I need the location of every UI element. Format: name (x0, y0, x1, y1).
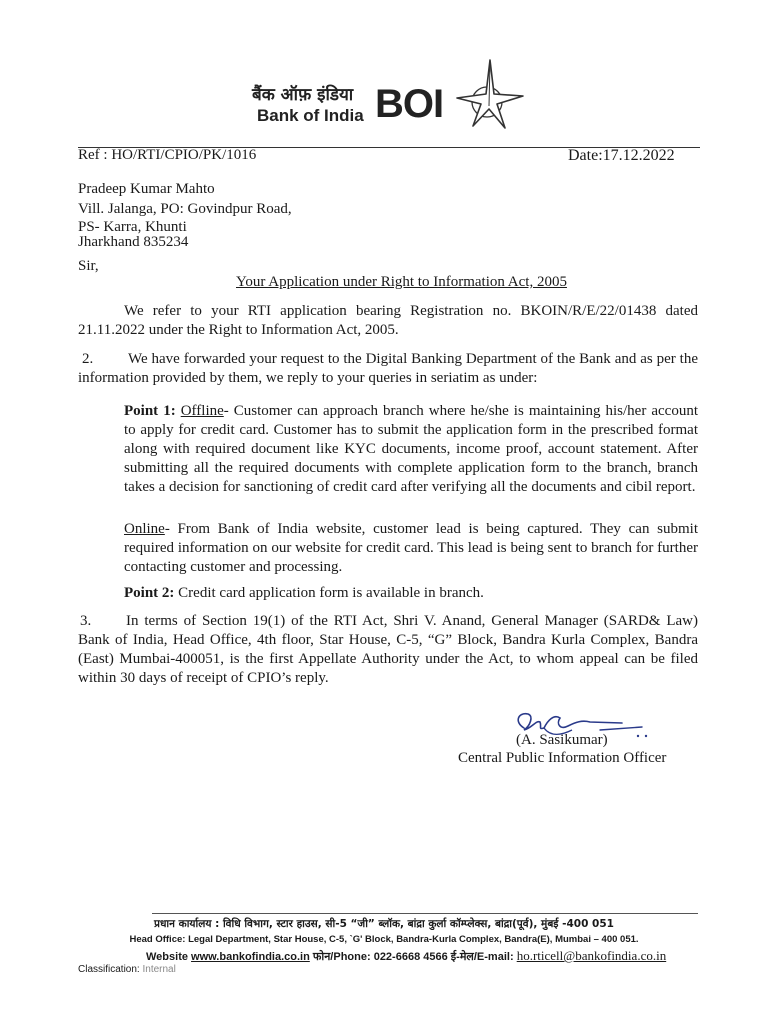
letter-subject: Your Application under Right to Information Act, 2005 (236, 274, 567, 290)
point-2-text: Credit card application form is available in branch. (174, 585, 484, 601)
point-2-label: Point 2: (124, 585, 175, 601)
footer-contact-line (146, 948, 666, 964)
recipient-name: Pradeep Kumar Mahto (78, 181, 215, 197)
website-link[interactable]: www.bankofindia.co.in (191, 951, 310, 963)
point-1 (124, 402, 698, 497)
online-note (124, 520, 698, 577)
paragraph-2-number: 2. (82, 351, 94, 367)
paragraph-3-text: In terms of Section 19(1) of the RTI Act, Shri V. Anand, General Manager (SARD& Law) Bank of India, Head Office, 4th floor, Star House, C-5, “G” Block, Bandra Kurla Complex, Bandra (East) Mumbai-400051, is the first Appellate Authority under the Act, to whom appeal can be filed within 30 days of receipt of CPIO’s reply. (78, 613, 698, 686)
email-link[interactable]: ho.rticell@bankofindia.co.in (516, 948, 667, 963)
website-label: Website (146, 951, 188, 963)
star-icon (455, 58, 525, 130)
reference-number: Ref : HO/RTI/CPIO/PK/1016 (78, 147, 257, 163)
classification-label: Classification: (78, 964, 140, 975)
signatory-name: (A. Sasikumar) (516, 732, 608, 748)
point-1-mode: Offline (180, 403, 224, 419)
online-mode: Online (124, 521, 165, 537)
classification (78, 964, 176, 975)
boi-logo-text: BOI (375, 82, 444, 126)
online-text: - From Bank of India website, customer lead is being captured. They can submit required information on our website for credit card. This lead is being sent to branch for further contacting customer and processing. (124, 521, 698, 575)
paragraph-3 (78, 612, 698, 688)
recipient-address-line3: Jharkhand 835234 (78, 234, 189, 250)
bank-name-hindi: बैंक ऑफ़ इंडिया (252, 85, 354, 105)
salutation: Sir, (78, 258, 99, 274)
letter-date: Date:17.12.2022 (568, 147, 675, 164)
paragraph-3-number: 3. (80, 613, 92, 629)
point-1-text: - Customer can approach branch where he/she is maintaining his/her account to apply for credit card. Customer has to submit the application form in the prescribed format along with required document like KYC documents, income proof, account statement. After submitting all the required documents with complete application form to the branch, branch takes a decision for sanctioning of credit card after verifying all the documents and cibil report. (124, 403, 698, 495)
paragraph-2-text: We have forwarded your request to the Digital Banking Department of the Bank and as per the information provided by them, we reply to your queries in seriatim as under: (78, 351, 698, 386)
point-1-label: Point 1: (124, 403, 176, 419)
bank-name-english: Bank of India (257, 106, 364, 125)
point-2 (124, 584, 698, 603)
signatory-designation: Central Public Information Officer (458, 750, 667, 766)
email-label: ई-मेल/E-mail: (450, 951, 514, 963)
footer-hindi-address: प्रधान कार्यालय : विधि विभाग, स्टार हाउस, सी-5 “जी” ब्लॉक, बांद्रा कुर्ला कॉम्प्लेक्स, बांद्रा(पूर्व), मुंबई -400 051 (154, 918, 614, 930)
footer-phone: फोन/Phone: 022-6668 4566 (312, 951, 448, 963)
paragraph-2 (78, 350, 698, 388)
footer-divider (152, 913, 698, 914)
recipient-address-line2: PS- Karra, Khunti (78, 219, 187, 235)
recipient-address-line1: Vill. Jalanga, PO: Govindpur Road, (78, 201, 292, 217)
paragraph-1: We refer to your RTI application bearing Registration no. BKOIN/R/E/22/01438 dated 21.11.2022 under the Right to Information Act, 2005. (78, 303, 698, 338)
classification-value: Internal (142, 964, 176, 975)
footer-head-office: Head Office: Legal Department, Star House, C-5, `G' Block, Bandra-Kurla Complex, Bandra(E), Mumbai – 400 051. (129, 934, 639, 945)
